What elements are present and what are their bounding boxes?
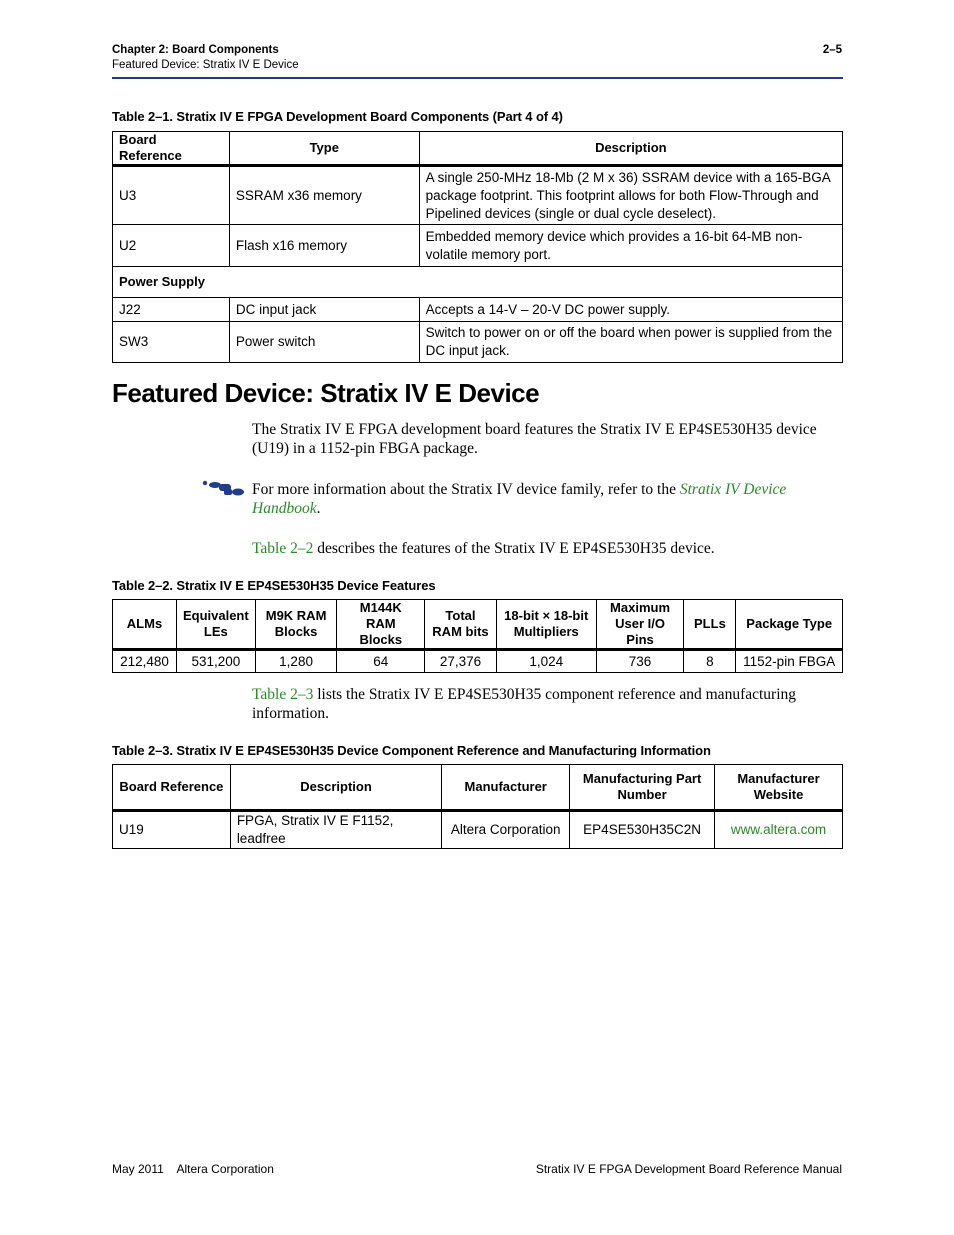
table2-2-link[interactable]: Table 2–2 (252, 540, 314, 557)
table3-header-manufacturer: Manufacturer (442, 765, 570, 811)
table3-caption: Table 2–3. Stratix IV E EP4SE530H35 Device Component Reference and Manufacturing Information (112, 743, 711, 758)
table2-header-alms: ALMs (113, 600, 177, 650)
table3-cell-desc: FPGA, Stratix IV E F1152, leadfree (230, 811, 441, 849)
paragraph-text: lists the Stratix IV E EP4SE530H35 component reference and manufacturing information. (252, 686, 797, 722)
note-text-end: . (316, 500, 321, 517)
board-components-table (112, 131, 843, 363)
table3-cell-ref: U19 (113, 811, 231, 849)
table2-cell: 8 (684, 650, 736, 673)
table-row (113, 225, 843, 267)
table1-cell-desc: Embedded memory device which provides a 16-bit 64-MB non-volatile memory port. (419, 225, 842, 267)
table2-cell: 1,024 (496, 650, 596, 673)
header-rule (112, 77, 843, 79)
table-row (113, 811, 843, 849)
table1-group-power-supply: Power Supply (113, 267, 843, 298)
hand-pointer-icon (202, 480, 246, 503)
paragraph-text: describes the features of the Stratix IV E EP4SE530H35 device. (313, 540, 715, 557)
table1-cell-type: DC input jack (229, 298, 419, 322)
handbook-note (252, 480, 842, 518)
running-header-chapter: Chapter 2: Board Components (112, 44, 279, 56)
footer-manual-title: Stratix IV E FPGA Development Board Reference Manual (535, 1162, 842, 1176)
table1-header-desc: Description (419, 132, 842, 166)
table2-reference-paragraph (252, 539, 842, 558)
stratix-handbook-link[interactable]: Stratix IV Device Handbook (252, 481, 787, 517)
table2-cell: 64 (337, 650, 425, 673)
table2-header-m9k: M9K RAM Blocks (255, 600, 337, 650)
table3-cell-part-number: EP4SE530H35C2N (570, 811, 715, 849)
table1-header-ref: Board Reference (113, 132, 230, 166)
altera-website-link[interactable]: www.altera.com (715, 811, 843, 849)
table2-3-link[interactable]: Table 2–3 (252, 686, 314, 703)
table1-cell-desc: Accepts a 14-V – 20-V DC power supply. (419, 298, 842, 322)
table-row (113, 298, 843, 322)
table-row (113, 650, 843, 673)
table2-caption: Table 2–2. Stratix IV E EP4SE530H35 Device Features (112, 578, 436, 593)
page-number: 2–5 (822, 44, 842, 56)
table2-header-les: Equivalent LEs (176, 600, 255, 650)
table1-cell-desc: Switch to power on or off the board when power is supplied from the DC input jack. (419, 322, 842, 363)
table2-header-io-pins: Maximum User I/O Pins (596, 600, 684, 650)
table-row (113, 322, 843, 363)
table1-cell-ref: SW3 (113, 322, 230, 363)
table3-header-desc: Description (230, 765, 441, 811)
table1-cell-type: SSRAM x36 memory (229, 166, 419, 225)
table2-header-m144k: M144K RAM Blocks (337, 600, 425, 650)
component-reference-table (112, 764, 843, 849)
table1-header-type: Type (229, 132, 419, 166)
table2-cell: 212,480 (113, 650, 177, 673)
table3-header-part-number: Manufacturing Part Number (570, 765, 715, 811)
table2-header-plls: PLLs (684, 600, 736, 650)
table2-cell: 736 (596, 650, 684, 673)
table-group-row (113, 267, 843, 298)
table3-header-ref: Board Reference (113, 765, 231, 811)
table2-header-multipliers: 18-bit × 18-bit Multipliers (496, 600, 596, 650)
table2-cell: 1,280 (255, 650, 337, 673)
table2-header-ram-bits: Total RAM bits (425, 600, 497, 650)
intro-paragraph: The Stratix IV E FPGA development board features the Stratix IV E EP4SE530H35 device (U19) in a 1152-pin FBGA package. (252, 421, 817, 457)
table1-caption: Table 2–1. Stratix IV E FPGA Development Board Components (Part 4 of 4) (112, 109, 563, 124)
table3-reference-paragraph (252, 685, 842, 723)
running-header-section: Featured Device: Stratix IV E Device (112, 59, 299, 71)
table1-cell-ref: U2 (113, 225, 230, 267)
table1-cell-type: Power switch (229, 322, 419, 363)
table1-cell-ref: J22 (113, 298, 230, 322)
table2-cell: 27,376 (425, 650, 497, 673)
table2-cell: 1152-pin FBGA (736, 650, 843, 673)
table1-cell-type: Flash x16 memory (229, 225, 419, 267)
note-text: For more information about the Stratix IV device family, refer to the (252, 481, 680, 498)
table1-cell-desc: A single 250-MHz 18-Mb (2 M x 36) SSRAM device with a 165-BGA package footprint. This footprint allows for both Flow-Through and Pipelined devices (single or dual cycle deselect). (419, 166, 842, 225)
table2-cell: 531,200 (176, 650, 255, 673)
table3-cell-manufacturer: Altera Corporation (442, 811, 570, 849)
table2-header-package: Package Type (736, 600, 843, 650)
section-title: Featured Device: Stratix IV E Device (112, 378, 540, 408)
table-row (113, 166, 843, 225)
footer-date-company: May 2011 Altera Corporation (112, 1162, 274, 1176)
table3-header-website: Manufacturer Website (715, 765, 843, 811)
device-features-table (112, 599, 843, 673)
table1-cell-ref: U3 (113, 166, 230, 225)
